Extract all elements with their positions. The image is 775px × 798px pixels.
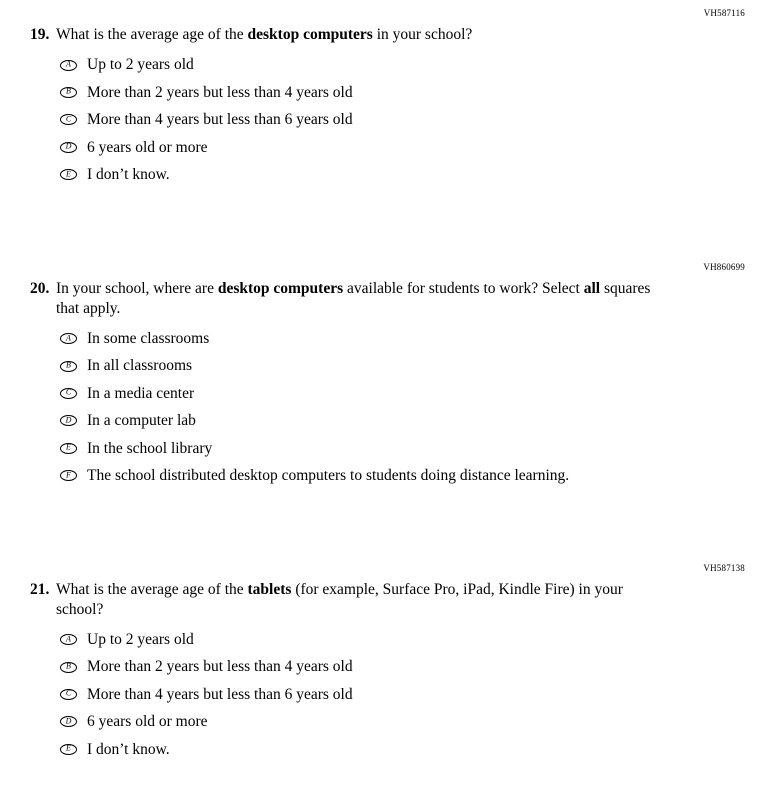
option-row[interactable] [60, 712, 745, 731]
options-list [60, 55, 745, 184]
option-label: More than 2 years but less than 4 years old [87, 83, 353, 101]
option-label: The school distributed desktop computers to students doing distance learning. [87, 466, 570, 484]
option-label: In the school library [87, 439, 213, 457]
option-row[interactable] [60, 439, 745, 458]
option-row[interactable] [60, 110, 745, 129]
option-row[interactable] [60, 356, 745, 375]
question-header [30, 279, 745, 318]
option-label: More than 4 years but less than 6 years old [87, 111, 353, 129]
prompt-segment: available for students to work? Select [343, 280, 584, 298]
answer-oval[interactable] [60, 114, 77, 125]
question-block [30, 8, 745, 184]
answer-oval[interactable] [60, 60, 77, 71]
option-row[interactable] [60, 685, 745, 704]
prompt-segment: desktop computers [217, 280, 344, 298]
prompt-segment: tablets [247, 581, 292, 599]
oval-letter: C [65, 114, 72, 124]
prompt-segment: desktop computers [247, 26, 373, 43]
question-prompt [56, 25, 472, 44]
option-row[interactable] [60, 740, 745, 759]
question-number: 21. [30, 581, 50, 599]
question-code: VH587116 [703, 8, 745, 18]
answer-oval[interactable] [60, 443, 77, 454]
question-code: VH860699 [703, 262, 745, 273]
answer-oval[interactable] [60, 662, 77, 673]
answer-oval[interactable] [60, 470, 77, 481]
answer-oval[interactable] [60, 388, 77, 399]
option-label: In some classrooms [87, 330, 210, 347]
oval-letter: A [66, 634, 71, 644]
question-prompt [56, 580, 656, 619]
option-row[interactable] [60, 384, 745, 403]
oval-letter: E [66, 442, 71, 452]
option-row[interactable] [60, 138, 745, 157]
answer-oval[interactable] [60, 716, 77, 727]
oval-letter: B [66, 360, 71, 370]
option-label: I don’t know. [87, 740, 170, 758]
question-header [30, 25, 745, 44]
prompt-segment: squares that apply. [56, 280, 651, 317]
option-label: More than 4 years but less than 6 years old [87, 685, 353, 703]
option-row[interactable] [60, 411, 745, 430]
oval-letter: F [66, 470, 71, 480]
option-label: I don’t know. [87, 165, 170, 183]
prompt-segment: in your school? [372, 26, 473, 43]
prompt-segment: In your school, where are [56, 280, 218, 298]
oval-letter: D [65, 141, 72, 151]
option-label: Up to 2 years old [87, 56, 194, 74]
option-row[interactable] [60, 466, 745, 485]
option-label: 6 years old or more [87, 138, 208, 156]
answer-oval[interactable] [60, 169, 77, 180]
question-header [30, 580, 745, 619]
answer-oval[interactable] [60, 87, 77, 98]
option-label: Up to 2 years old [87, 631, 194, 648]
options-list [60, 329, 745, 485]
oval-letter: D [65, 716, 72, 726]
answer-oval[interactable] [60, 142, 77, 153]
oval-letter: C [65, 387, 72, 397]
prompt-segment: (for example, Surface Pro, iPad, Kindle Fire) in your school? [56, 581, 623, 618]
question-block [30, 262, 745, 485]
answer-oval[interactable] [60, 744, 77, 755]
question-prompt [56, 279, 656, 318]
oval-letter: D [65, 415, 72, 425]
question-code: VH587138 [703, 563, 745, 574]
option-row[interactable] [60, 630, 745, 649]
oval-letter: B [66, 86, 71, 96]
question-number: 19. [30, 26, 50, 43]
options-list [60, 630, 745, 759]
question-number: 20. [30, 280, 50, 298]
answer-oval[interactable] [60, 361, 77, 372]
option-row[interactable] [60, 329, 745, 348]
prompt-segment: all [583, 280, 601, 298]
option-label: In all classrooms [87, 357, 193, 375]
oval-letter: B [66, 661, 71, 671]
oval-letter: C [65, 688, 72, 698]
option-label: In a media center [87, 384, 195, 402]
prompt-segment: What is the average age of the [56, 26, 248, 43]
option-row[interactable] [60, 165, 745, 184]
answer-oval[interactable] [60, 634, 77, 645]
answer-oval[interactable] [60, 689, 77, 700]
answer-oval[interactable] [60, 333, 77, 344]
option-label: 6 years old or more [87, 713, 208, 731]
oval-letter: E [66, 169, 71, 179]
option-row[interactable] [60, 83, 745, 102]
prompt-segment: What is the average age of the [56, 581, 248, 599]
option-row[interactable] [60, 55, 745, 74]
option-row[interactable] [60, 657, 745, 676]
question-block [30, 563, 745, 759]
answer-oval[interactable] [60, 415, 77, 426]
option-label: In a computer lab [87, 412, 196, 430]
oval-letter: E [66, 743, 71, 753]
oval-letter: A [66, 333, 71, 343]
oval-letter: A [66, 59, 71, 69]
option-label: More than 2 years but less than 4 years old [87, 658, 353, 676]
